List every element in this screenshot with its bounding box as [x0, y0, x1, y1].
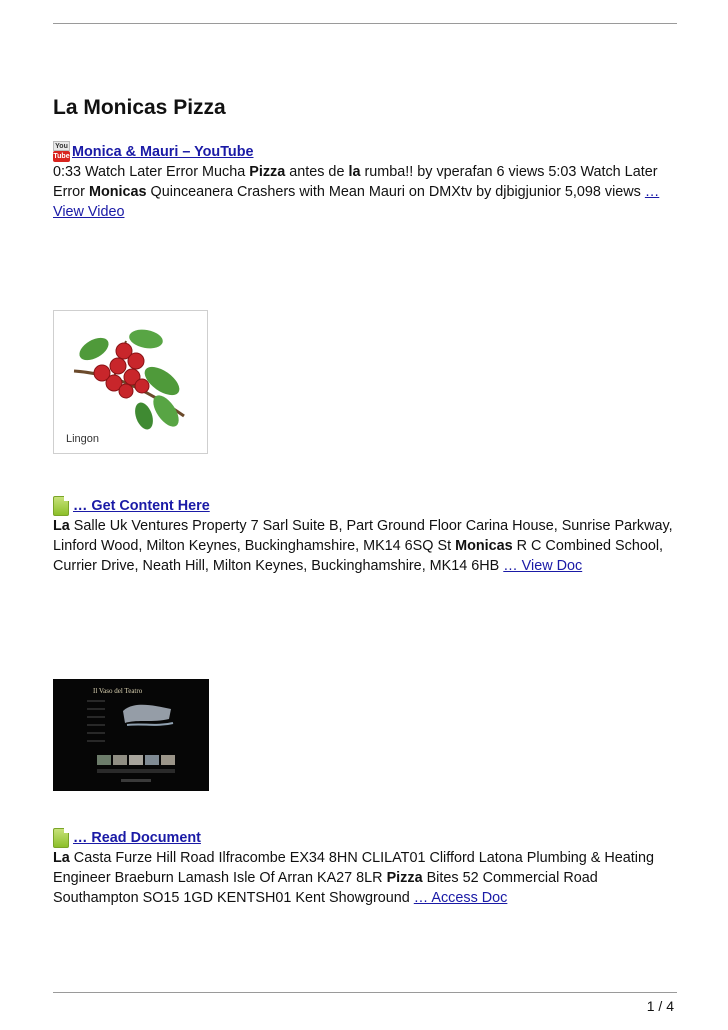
snippet-text: R C Combined School, Currier Drive, Neath Hill, Milton Keynes, Buckinghamshire, MK14 6HB [53, 538, 664, 574]
bottom-rule [53, 992, 677, 993]
snippet-keyword: La [53, 518, 70, 534]
snippet-keyword: Pizza [249, 164, 286, 180]
entry-title-link[interactable]: … Read Document [73, 830, 201, 846]
document-icon [53, 828, 69, 848]
snippet-keyword: La [53, 850, 70, 866]
entry-title-link[interactable]: Monica & Mauri – YouTube [72, 144, 254, 160]
snippet-text: Bites 52 Commercial Road Southampton SO15 1GD KENTSH01 Kent Showground [53, 870, 598, 906]
youtube-icon: You Tube [53, 143, 70, 160]
result-entry-read-doc [53, 826, 678, 908]
entry-title-link[interactable]: … Get Content Here [73, 498, 210, 514]
snippet-more-link[interactable]: … View Doc [503, 558, 583, 574]
snippet-keyword: Monicas [88, 184, 147, 200]
entry-header [53, 826, 678, 848]
top-rule [53, 23, 677, 24]
result-entry-youtube [53, 140, 678, 222]
snippet-keyword: Pizza [386, 870, 423, 886]
snippet-text: 0:33 Watch Later Error Mucha [53, 164, 250, 180]
snippet-text: Casta Furze Hill Road Ilfracombe EX34 8HN CLILAT01 Clifford Latona Plumbing & Heating Engineer Braeburn Lamash Isle Of Arran KA27 8LR [53, 850, 654, 886]
lingon-label: Lingon [66, 433, 100, 445]
entry-header [53, 494, 678, 516]
page-number: 1 / 4 [646, 998, 674, 1014]
snippet-text: rumba!! by vperafan 6 views 5:03 Watch Later Error [53, 164, 658, 200]
page-title: La Monicas Pizza [53, 96, 226, 119]
lingonberry-image [53, 310, 208, 454]
site-caption: Il Vaso del Teatro [93, 687, 143, 695]
entry-header [53, 140, 678, 162]
snippet-text: antes de [285, 164, 349, 180]
snippet-more-link[interactable]: … Access Doc [413, 890, 508, 906]
entry-snippet [53, 162, 678, 222]
snippet-more-link[interactable]: … View Video [53, 184, 660, 220]
document-icon [53, 496, 69, 516]
snippet-keyword: Monicas [455, 538, 513, 554]
entry-snippet [53, 848, 678, 908]
website-screenshot-image [53, 679, 209, 791]
result-entry-doc [53, 494, 678, 576]
entry-snippet [53, 516, 678, 576]
snippet-text: Salle Uk Ventures Property 7 Sarl Suite B, Part Ground Floor Carina House, Sunrise Parkway, Linford Wood, Milton Keynes, Buckinghamshire, MK14 6SQ St [53, 518, 673, 554]
website-screenshot-graphic [53, 679, 209, 791]
snippet-text: Quinceanera Crashers with Mean Mauri on DMXtv by djbigjunior 5,098 views [146, 184, 645, 200]
snippet-keyword: la [348, 164, 361, 180]
